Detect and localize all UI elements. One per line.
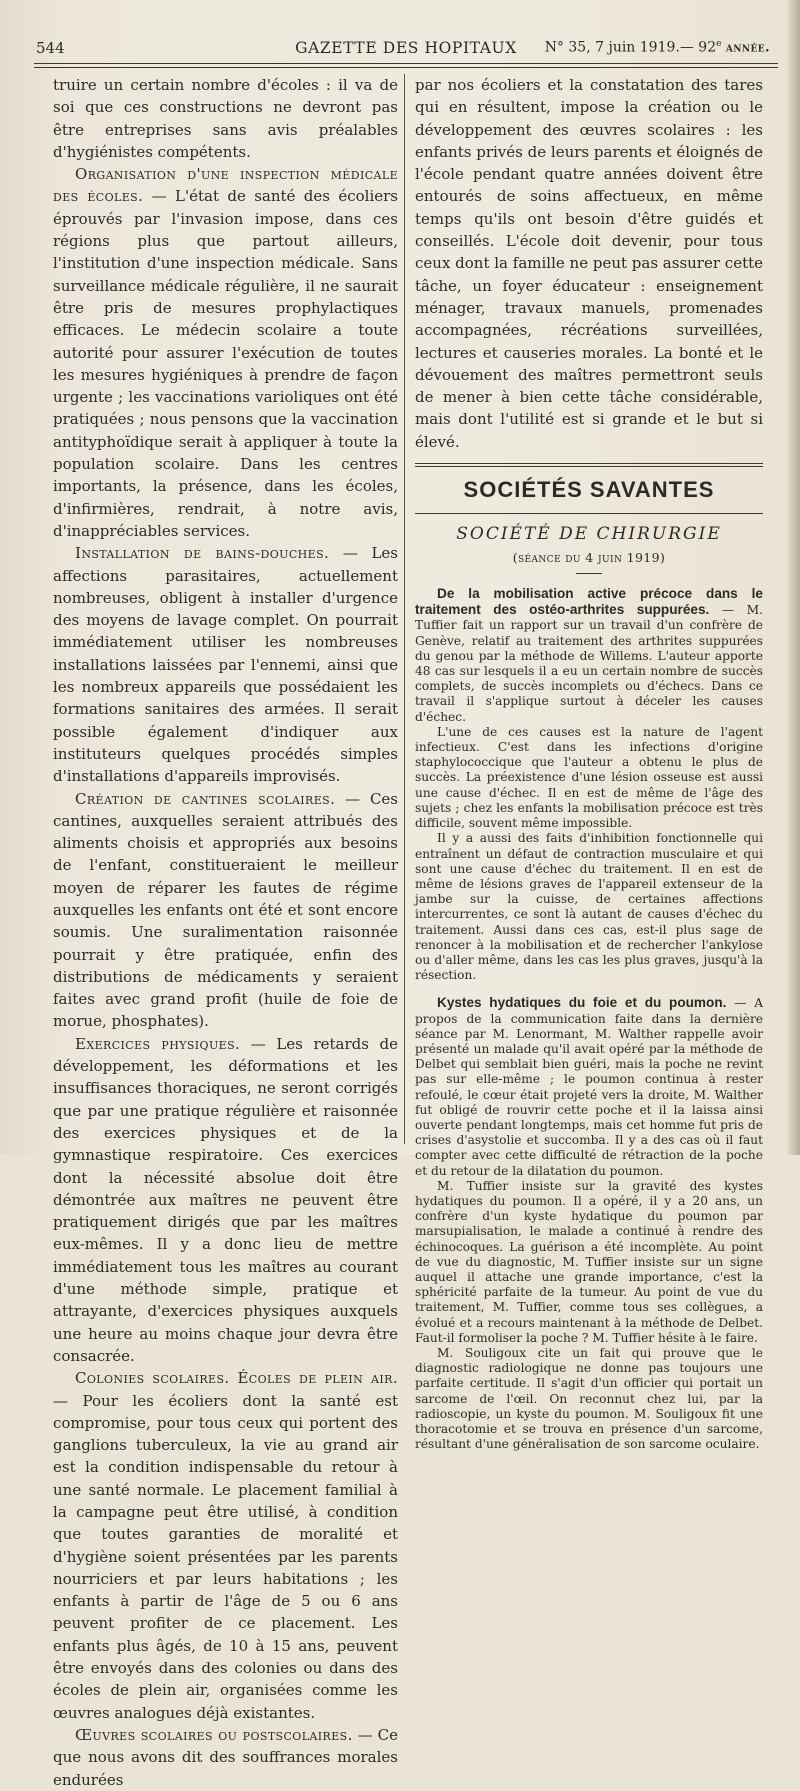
journal-title: GAZETTE DES HOPITAUX <box>295 39 517 57</box>
paragraph-body: — Pour les écoliers dont la santé est compromise, pour tous ceux qui portent des ganglions tuberculeux, la vie au grand air est la condition indispensable du retour à une santé normale. Le placement familial à la campagne peut être utilisé, à condition que toutes garanties de moralité et d'hygiène soient présentées par les parents nourriciers et par leurs habitations ; les enfants à partir de l'âge de 5 ou 6 ans peuvent profiter de ce placement. Les enfants plus âgés, de 10 à 15 ans, peuvent être envoyés dans des colonies ou dans des écoles de plein air, organisées comme les œuvres analogues déjà existantes. <box>53 1391 398 1722</box>
section-title: SOCIÉTÉS SAVANTES <box>463 477 715 503</box>
right-paragraph-continuation: par nos écoliers et la constatation des tares qui en résultent, impose la création ou le développement des œuvres scolaires : les enfants privés de leurs parents et éloignés de l'école pendant quatre années doivent être entourés de soins affectueux, en même temps qu'ils ont besoin d'être guidés et conseillés. L'école doit devenir, pour tous ceux dont la famille ne peut pas assurer cette tâche, un foyer éducateur : enseignement ménager, travaux manuels, promenades accompagnées, récréations surveillées, lectures et causeries morales. La bonté et le dévouement des maîtres permettront seuls de mener à bien cette tâche considérable, mais dont l'utilité est si grande et le but si élevé. <box>415 76 763 451</box>
left-column <box>53 74 398 1791</box>
page-header <box>28 37 784 63</box>
article-body: — A propos de la communication faite dans la dernière séance par M. Lenormant, M. Walther rappelle avoir présenté un malade qu'il avait opéré par la méthode de Delbet qui semblait bien guéri, mais la poche ne revint pas sur elle-même ; le poumon continua à rester refoulé, le cœur était projeté vers la droite, M. Walther fut obligé de rouvrir cette poche et il la laissa ainsi ouverte pendant longtemps, mais cet homme fut pris de crises d'asystolie et succomba. Il y a des cas où il faut compter avec cette difficulté de rétraction de la poche et du retour de la dilatation du poumon. <box>415 996 763 1178</box>
article-paragraph <box>415 586 763 725</box>
society-title: SOCIÉTÉ DE CHIRURGIE <box>456 524 722 545</box>
left-paragraph <box>53 163 398 542</box>
left-paragraph <box>53 788 398 1033</box>
paragraph-body: — Les retards de développement, les déformations et les insuffisances thoraciques, ne seront corrigés que par une pratique régulière et raisonnée des exercices physiques et de la gymnastique respiratoire. Ces exercices dont la nécessité absolue doit être démontrée aux maîtres ne peuvent être pratiquement dirigés que par les maîtres eux-mêmes. Il y a donc lieu de mettre immédiatement tous les maîtres au courant d'une méthode simple, pratique et attrayante, d'exercices physiques auxquels une heure au moins chaque jour devra être consacrée. <box>53 1034 399 1365</box>
paragraph-heading: Exercices physiques. <box>75 1034 241 1053</box>
page-number: 544 <box>36 39 65 57</box>
paragraph-body: — L'état de santé des écoliers éprouvés par l'invasion impose, dans ces régions plus que partout ailleurs, l'institution d'une inspection médicale. Sans surveillance médicale régulière, il ne saurait être pris de mesures prophylactiques efficaces. Le médecin scolaire a toute autorité pour assurer l'exécution de toutes les mesures hygiéniques à prendre de façon urgente ; les vaccinations varioliques ont été pratiquées ; nous pensons que la vaccination antityphoïdique serait à appliquer à toute la population scolaire. Dans les centres importants, la présence, dans les écoles, d'infirmières, rendrait, à notre avis, d'inappréciables services. <box>53 187 398 540</box>
issue-prefix: N° 35, 7 juin 1919.— 92 <box>544 39 717 56</box>
paragraph-heading: Création de cantines scolaires. <box>75 789 336 808</box>
section-rule <box>415 513 763 514</box>
article-gap <box>415 983 763 995</box>
page-edge-shadow <box>786 0 800 1155</box>
article-paragraph: M. Souligoux cite un fait qui prouve que le diagnostic radiologique ne donne pas toujours une parfaite certitude. Il s'agit d'un officier qui portait un sarcome de l'œil. On reconnut chez lui, par la radioscopie, un kyste du poumon. M. Souligoux fit une thoracotomie et se trouva en présence d'un sarcome, résultant d'une généralisation de son sarcome oculaire. <box>415 1346 763 1452</box>
paragraph-heading: Organisation d'une inspection médicale des écoles. <box>53 165 398 206</box>
paragraph-heading: Colonies scolaires. Écoles de plein air. <box>75 1369 398 1388</box>
issue-superscript: e <box>716 39 722 49</box>
article-paragraph: Il y a aussi des faits d'inhibition fonctionnelle qui entraînent un défaut de contraction musculaire et qui sont une cause d'échec du traitement. Il en est de même de lésions graves de l'appareil extenseur de la jambe sur la cuisse, de certaines affections intercurrentes, ce sont là autant de causes d'échec du traitement. Aussi dans ces cas, est-il plus sage de renoncer à la mobilisation et de rechercher l'ankylose ou d'aller même, dans les cas les plus graves, jusqu'à la résection. <box>415 831 763 983</box>
short-rule <box>576 573 602 574</box>
issue-info <box>545 39 770 56</box>
issue-annee: année. <box>725 40 770 56</box>
left-paragraph-continuation: truire un certain nombre d'écoles : il va de soi que ces constructions ne devront pas être entreprises sans avis préalables d'hygiénistes compétents. <box>53 76 398 161</box>
paragraph-body: — Ce que nous avons dit des souffrances morales endurées <box>53 1725 399 1789</box>
paragraph-body: — Ces cantines, auxquelles seraient attribués des aliments choisis et appropriés aux besoins de l'enfant, constitueraient le meilleur moyen de réparer les fautes de régime auxquelles les enfants ont été et sont encore soumis. Une suralimentation raisonnée pourrait y être pratiquée, enfin des distributions de médicaments y seraient faites avec grand profit (huile de foie de morue, phosphates). <box>53 789 398 1031</box>
header-rule-thin <box>34 67 778 68</box>
article-body: — M. Tuffier fait un rapport sur un travail d'un confrère de Genève, relatif au traitement des arthrites suppurées du genou par la méthode de Willems. L'auteur apporte 48 cas sur lesquels il a eu un certain nombre de succès complets, de succès incomplets ou d'échecs. Dans ce travail il s'applique surtout à déceler les causes d'échec. <box>415 603 763 724</box>
article-paragraph: M. Tuffier insiste sur la gravité des kystes hydatiques du poumon. Il a opéré, il y a 20 ans, un confrère d'un kyste hydatique du poumon par marsupialisation, le malade a continué à rendre des échinocoques. La guérison a été incomplète. Au point de vue du diagnostic, M. Tuffier insiste sur un signe auquel il attache une grande importance, c'est la sphéricité parfaite de la tumeur. Au point de vue du traitement, M. Tuffier, comme tous ses collègues, a évolué et a recours maintenant à la méthode de Delbet. Faut-il formoliser la poche ? M. Tuffier hésite à le faire. <box>415 1178 763 1345</box>
section-rule <box>415 463 763 464</box>
left-paragraph <box>53 542 398 787</box>
right-column <box>415 74 763 1452</box>
paragraph-heading: Œuvres scolaires ou postscolaires. <box>75 1725 353 1744</box>
column-divider <box>404 74 405 1144</box>
paragraph-body: — Les affections parasitaires, actuellement nombreuses, obligent à installer d'urgence des moyens de lavage complet. On pourrait immédiatement utiliser les nombreuses installations laissées par l'ennemi, ainsi que les nombreux appareils que possédaient les formations sanitaires des armées. Il serait possible également d'indiquer aux instituteurs quelques procédés simples d'installations d'appareils improvisés. <box>53 544 398 786</box>
header-rule <box>34 63 778 64</box>
article-paragraph <box>415 995 763 1178</box>
paragraph-heading: Installation de bains-douches. <box>75 544 330 563</box>
article-paragraph: L'une de ces causes est la nature de l'agent infectieux. C'est dans les infections d'origine staphylococcique que l'auteur a obtenu le plus de succès. La préexistence d'une lésion osseuse est aussi une cause d'échec. Il en est de même de l'âge des sujets ; chez les enfants la mobilisation précoce est très difficile, souvent même impossible. <box>415 724 763 831</box>
article-heading: Kystes hydatiques du foie et du poumon. <box>437 995 727 1011</box>
left-paragraph <box>53 1033 398 1367</box>
left-paragraph <box>53 1367 398 1724</box>
article-heading: De la mobilisation active précoce dans le traitement des ostéo-arthrites suppurées. <box>415 586 763 618</box>
seance-date: (séance du 4 juin 1919) <box>512 550 666 566</box>
left-paragraph <box>53 1724 398 1791</box>
section-rule-thin <box>415 466 763 467</box>
